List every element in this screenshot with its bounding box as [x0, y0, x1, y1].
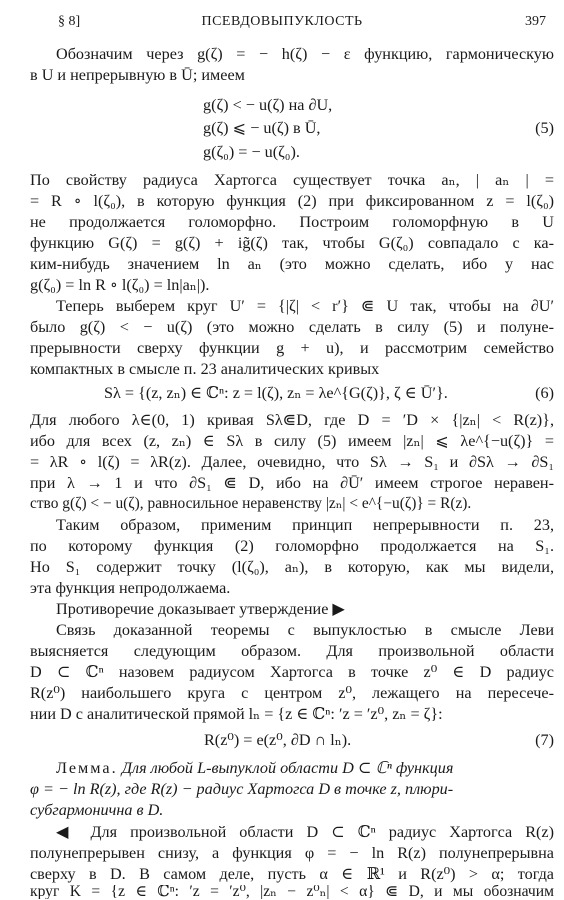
text-line: ким-нибудь значением ln aₙ (это можно сделать, ибо у нас [30, 255, 554, 273]
text-line: ибо для всех (z, zₙ) ∈ Sλ в силу (5) имеем |zₙ| ⩽ λe^{−u(ζ)} = [30, 432, 554, 450]
text-line: было g(ζ) < − u(ζ) (это можно сделать в силу (5) и полуне- [30, 318, 554, 336]
text-line: = R ∘ l(ζ₀), в которую функция (2) при фиксированном z = l(ζ₀) [30, 192, 554, 210]
text-line: = λR ∘ l(ζ) = λR(z). Далее, очевидно, что Sλ → S₁ и ∂Sλ → ∂S₁ [30, 453, 554, 471]
text-line: по которому функция (2) голоморфно продолжается на S₁. [30, 537, 554, 555]
equation-number: (5) [535, 119, 554, 137]
running-header [0, 14, 564, 34]
section-marker: § 8] [58, 14, 81, 29]
text-line: По свойству радиуса Хартогса существует точка aₙ, | aₙ | = [30, 171, 554, 189]
equation-line: g(ζ) ⩽ − u(ζ) в Ū, [203, 119, 321, 137]
equation-line: g(ζ₀) = − u(ζ₀). [203, 143, 300, 161]
text-line: эта функция непродолжаема. [30, 579, 231, 597]
text-line: Таким образом, применим принцип непрерывности п. 23, [56, 516, 554, 534]
text-line: в U и непрерывную в Ū; имеем [30, 66, 245, 84]
text-line: g(ζ₀) = ln R ∘ l(ζ₀) = ln|aₙ|). [30, 276, 210, 294]
text-line: выясняется следующим образом. Для произвольной области [30, 642, 554, 660]
equation-number: (7) [535, 731, 554, 749]
text-line: компактных в смысле п. 23 аналитических кривых [30, 360, 380, 378]
running-title: ПСЕВДОВЫПУКЛОСТЬ [201, 14, 363, 29]
text-line: Обозначим через g(ζ) = − h(ζ) − ε функцию, гармоническую [56, 45, 554, 63]
text-line: не продолжается голоморфно. Построим голоморфную в U [30, 213, 554, 231]
lemma-label: Лемма. [56, 759, 118, 777]
page-number: 397 [525, 14, 546, 29]
text-line: Противоречие доказывает утверждение ▶ [56, 600, 345, 618]
equation-number: (6) [535, 384, 554, 402]
text-line: нии D с аналитической прямой lₙ = {z ∈ ℂⁿ: ′z = ′z⁰, zₙ = ζ}: [30, 705, 443, 723]
text-line: Связь доказанной теоремы с выпуклостью в смысле Леви [56, 621, 554, 639]
text-line: функцию G(ζ) = g(ζ) + ig̃(ζ) так, чтобы G(ζ₀) совпадало с ка- [30, 234, 554, 252]
text-line: сверху в D. В самом деле, пусть α ∈ ℝ¹ и R(z⁰) > α; тогда [30, 865, 554, 883]
text-line: D ⊂ ℂⁿ назовем радиусом Хартогса в точке z⁰ ∈ D радиус [30, 663, 554, 681]
text-line: при λ → 1 и что ∂S₁ ⋐ D, ибо на ∂Ū′ имеем строгое неравен- [30, 474, 554, 492]
lemma-text: Для любой L-выпуклой области D ⊂ ℂⁿ функция [121, 759, 454, 777]
text-line: ◀ Для произвольной области D ⊂ ℂⁿ радиус Хартогса R(z) [56, 823, 554, 841]
equation-line: g(ζ) < − u(ζ) на ∂U, [203, 96, 333, 114]
text-line: Теперь выберем круг U′ = {|ζ| < r′} ⋐ U так, чтобы на ∂U′ [56, 297, 554, 315]
text-line: прерывности сверху функции g + u), и рассмотрим семейство [30, 339, 554, 357]
equation-line: R(z⁰) = e(z⁰, ∂D ∩ lₙ). [204, 731, 352, 749]
text-line: Но S₁ содержит точку (l(ζ₀), aₙ), в которую, как мы видели, [30, 558, 554, 576]
text-line: круг K = {z ∈ ℂⁿ: ′z = ′z⁰, |zₙ − z⁰ₙ| < α} ⋐ D, и мы обозначим [30, 885, 554, 899]
text-line: R(z⁰) наибольшего круга с центром z⁰, лежащего на пересече- [30, 684, 554, 702]
lemma-text: φ = − ln R(z), где R(z) − радиус Хартогса D в точке z, плюри- [30, 780, 454, 798]
lemma-statement [56, 758, 554, 778]
text-line: полунепрерывен снизу, а функция φ = − ln R(z) полунепрерывна [30, 844, 554, 862]
lemma-text: субгармонична в D. [30, 801, 164, 819]
equation-line: Sλ = {(z, zₙ) ∈ ℂⁿ: z = l(ζ), zₙ = λe^{G(ζ)}, ζ ∈ Ū′}. [104, 384, 448, 402]
text-line: Для любого λ∈(0, 1) кривая Sλ⋐D, где D = ′D × {|zₙ| < R(z)}, [30, 411, 554, 429]
text-line: ство g(ζ) < − u(ζ), равносильное неравенству |zₙ| < e^{−u(ζ)} = R(z). [30, 495, 472, 512]
